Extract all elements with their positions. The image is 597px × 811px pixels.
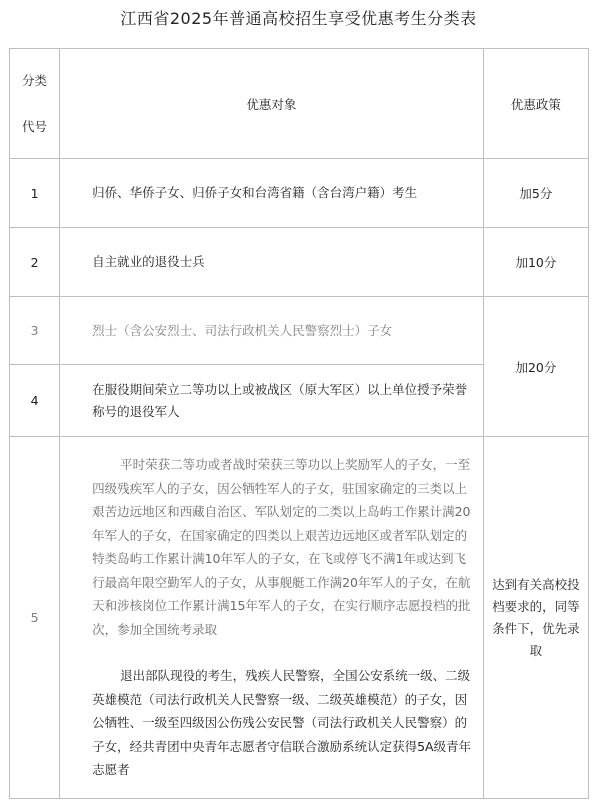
row-object-text: 自主就业的退役士兵 [92, 254, 205, 269]
row-policy: 加5分 [483, 159, 588, 228]
row-policy [483, 437, 588, 799]
row-object [60, 228, 484, 297]
header-code-cell [10, 49, 60, 159]
preference-table [9, 48, 589, 799]
table-row [10, 228, 589, 297]
row-object-text: 在服役期间荣立二等功以上或被战区（原大军区）以上单位授予荣誉称号的退役军人 [92, 381, 468, 419]
table-header-row [10, 49, 589, 159]
row-code: 1 [10, 159, 60, 228]
table-row [10, 437, 589, 799]
row-policy: 加10分 [483, 228, 588, 297]
row-code: 3 [10, 297, 60, 365]
row-code: 2 [10, 228, 60, 297]
row-policy-merged: 加20分 [483, 297, 588, 437]
row-object [60, 365, 484, 437]
header-code-line1: 分类 [22, 72, 48, 88]
table-row [10, 159, 589, 228]
table-row [10, 297, 589, 365]
row-object-text: 烈士（含公安烈士、司法行政机关人民警察烈士）子女 [92, 322, 393, 338]
header-object-cell: 优惠对象 [60, 49, 484, 159]
row-object [60, 297, 484, 365]
row-object [60, 159, 484, 228]
row-object [60, 437, 484, 799]
row-code: 4 [10, 365, 60, 437]
row-object-paragraph-2: 退出部队现役的考生，残疾人民警察，全国公安系统一级、二级英雄模范（司法行政机关人民警察一级、二级英雄模范）的子女，因公牺牲、一级至四级因公伤残公安民警（司法行政机关人民警察）的子女，经共青团中央青年志愿者守信联合激励系统认定获得5A级青年志愿者 [92, 668, 472, 778]
header-code-line2: 代号 [22, 118, 48, 134]
row-code: 5 [10, 437, 60, 799]
row-object-paragraphs [60, 453, 483, 782]
row-object-text: 归侨、华侨子女、归侨子女和台湾省籍（含台湾户籍）考生 [92, 185, 418, 200]
header-policy-cell: 优惠政策 [483, 49, 588, 159]
row-policy-text: 达到有关高校投档要求的，同等条件下，优先录取 [492, 576, 580, 658]
row-object-paragraph-1: 平时荣获二等功或者战时荣获三等功以上奖励军人的子女，一至四级残疾军人的子女，因公牺牲军人的子女，驻国家确定的三类以上艰苦边远地区和西藏自治区、军队划定的二类以上岛屿工作累计满20年军人的子女，在国家确定的四类以上艰苦边远地区或者军队划定的特类岛屿工作累计满10年军人的子女，在飞或停飞不满1年或达到飞行最高年限空勤军人的子女，从事舰艇工作满20年军人的子女，在航天和涉核岗位工作累计满15年军人的子女，在实行顺序志愿投档的批次，参加全国统考录取 [92, 457, 471, 637]
page-title: 江西省2025年普通高校招生享受优惠考生分类表 [120, 9, 477, 28]
